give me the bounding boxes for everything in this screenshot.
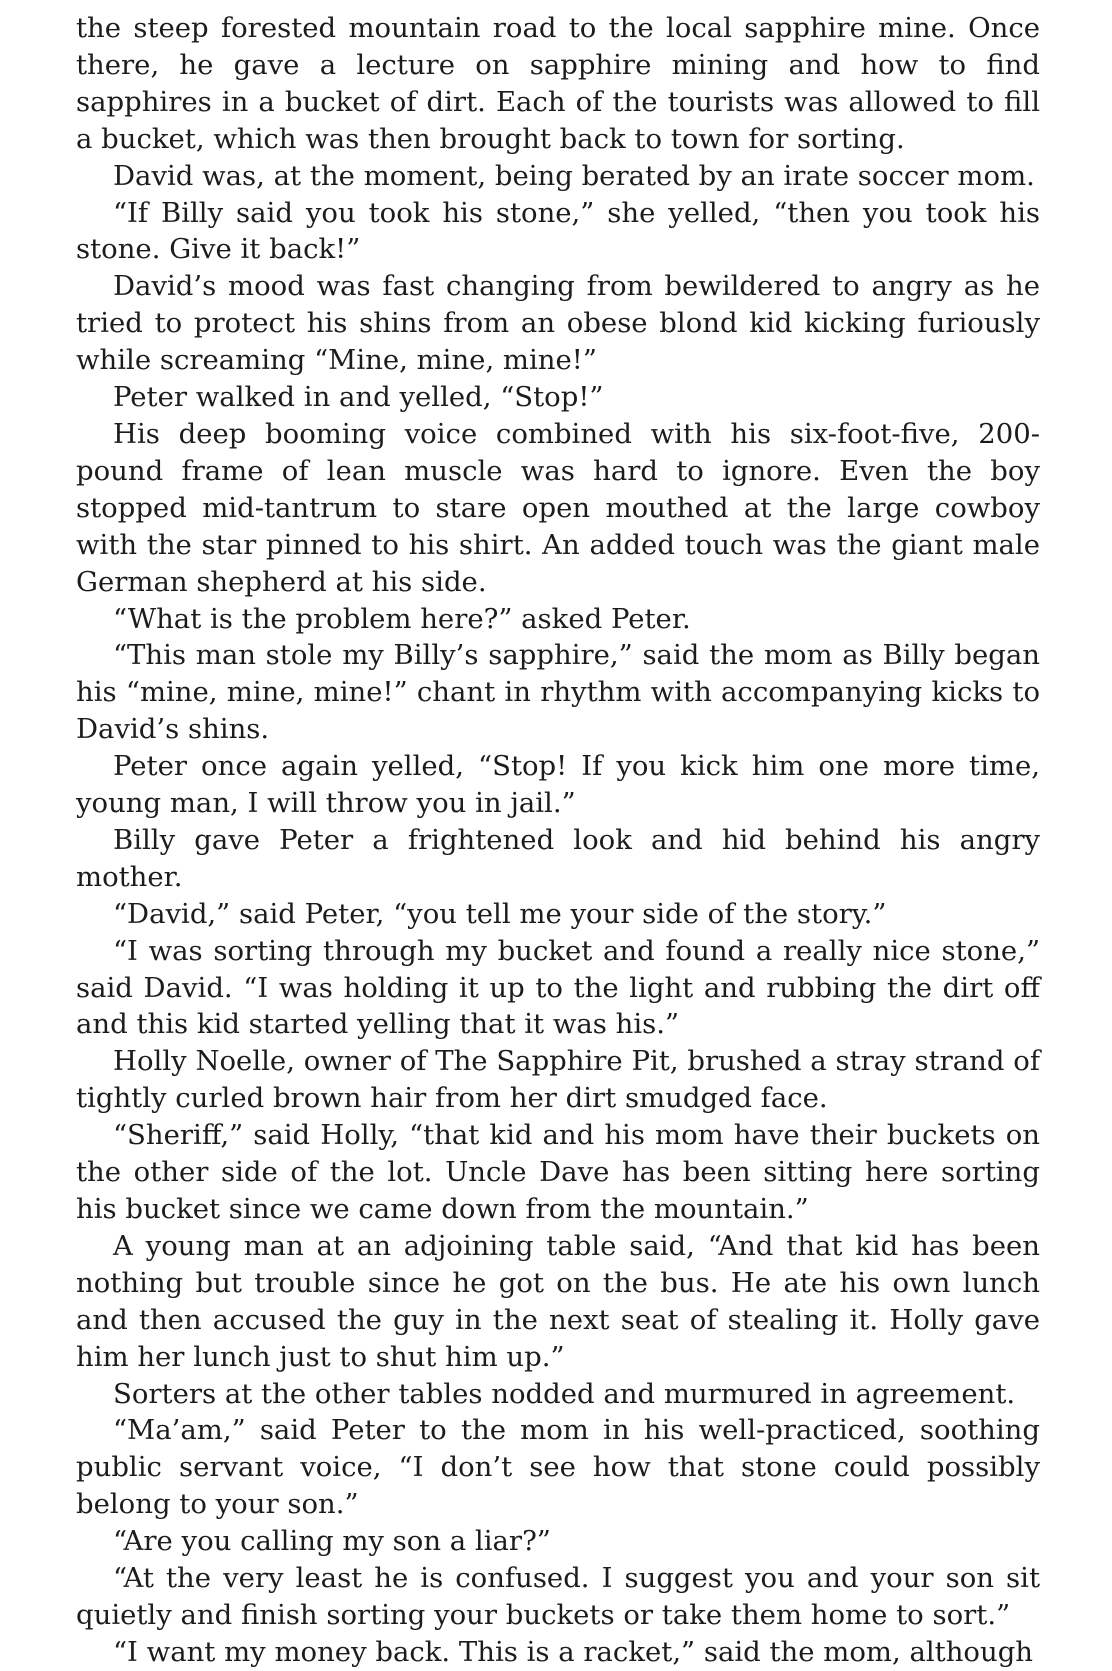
paragraph: “Ma’am,” said Peter to the mom in his well-practiced, soothing public servant voice, “I don’t see how that stone could possibly belong to your son.” (76, 1414, 1040, 1521)
paragraph: “Are you calling my son a liar?” (113, 1525, 551, 1558)
paragraph: “At the very least he is confused. I suggest you and your son sit quietly and finish sorting your buckets or take them home to sort.” (76, 1562, 1040, 1631)
paragraph: “What is the problem here?” asked Peter. (113, 602, 691, 635)
paragraph: Billy gave Peter a frightened look and hid behind his angry mother. (76, 823, 1040, 893)
paragraph: David was, at the moment, being berated by an irate soccer mom. (113, 159, 1035, 192)
paragraph: “I was sorting through my bucket and found a really nice stone,” said David. “I was holding it up to the light and rubbing the dirt off and this kid started yelling that it was his.” (76, 934, 1040, 1041)
paragraph: Peter once again yelled, “Stop! If you kick him one more time, young man, I will throw you in jail.” (76, 750, 1040, 820)
paragraph: “I want my money back. This is a racket,” said the mom, although (113, 1635, 1034, 1668)
paragraph: His deep booming voice combined with his six-foot-five, 200-pound frame of lean muscle was hard to ignore. Even the boy stopped mid-tantrum to stare open mouthed at the large cowboy with the star pinned to his shirt. An added touch was the giant male German shepherd at his side. (76, 417, 1040, 598)
paragraph: Holly Noelle, owner of The Sapphire Pit, brushed a stray strand of tightly curled brown hair from her dirt smudged face. (76, 1045, 1040, 1115)
paragraph: David’s mood was fast changing from bewildered to angry as he tried to protect his shins from an obese blond kid kicking furiously while screaming “Mine, mine, mine!” (76, 270, 1040, 377)
paragraph: “Sheriff,” said Holly, “that kid and his mom have their buckets on the other side of the lot. Uncle Dave has been sitting here sorting his bucket since we came down from the mountain.” (76, 1119, 1040, 1225)
book-page (76, 10, 1040, 1671)
paragraph: Sorters at the other tables nodded and murmured in agreement. (113, 1377, 1016, 1410)
paragraph: “If Billy said you took his stone,” she yelled, “then you took his stone. Give it back!” (76, 196, 1040, 266)
paragraph: Peter walked in and yelled, “Stop!” (113, 381, 604, 414)
paragraph: the steep forested mountain road to the local sapphire mine. Once there, he gave a lecture on sapphire mining and how to find sapphires in a bucket of dirt. Each of the tourists was allowed to fill a bucket, which was then brought back to town for sorting. (76, 12, 1040, 155)
paragraph: A young man at an adjoining table said, “And that kid has been nothing but trouble since he got on the bus. He ate his own lunch and then accused the guy in the next seat of stealing it. Holly gave him her lunch just to shut him up.” (76, 1229, 1040, 1373)
paragraph: “This man stole my Billy’s sapphire,” said the mom as Billy began his “mine, mine, mine!” chant in rhythm with accompanying kicks to David’s shins. (76, 639, 1040, 746)
paragraph: “David,” said Peter, “you tell me your side of the story.” (113, 897, 887, 930)
